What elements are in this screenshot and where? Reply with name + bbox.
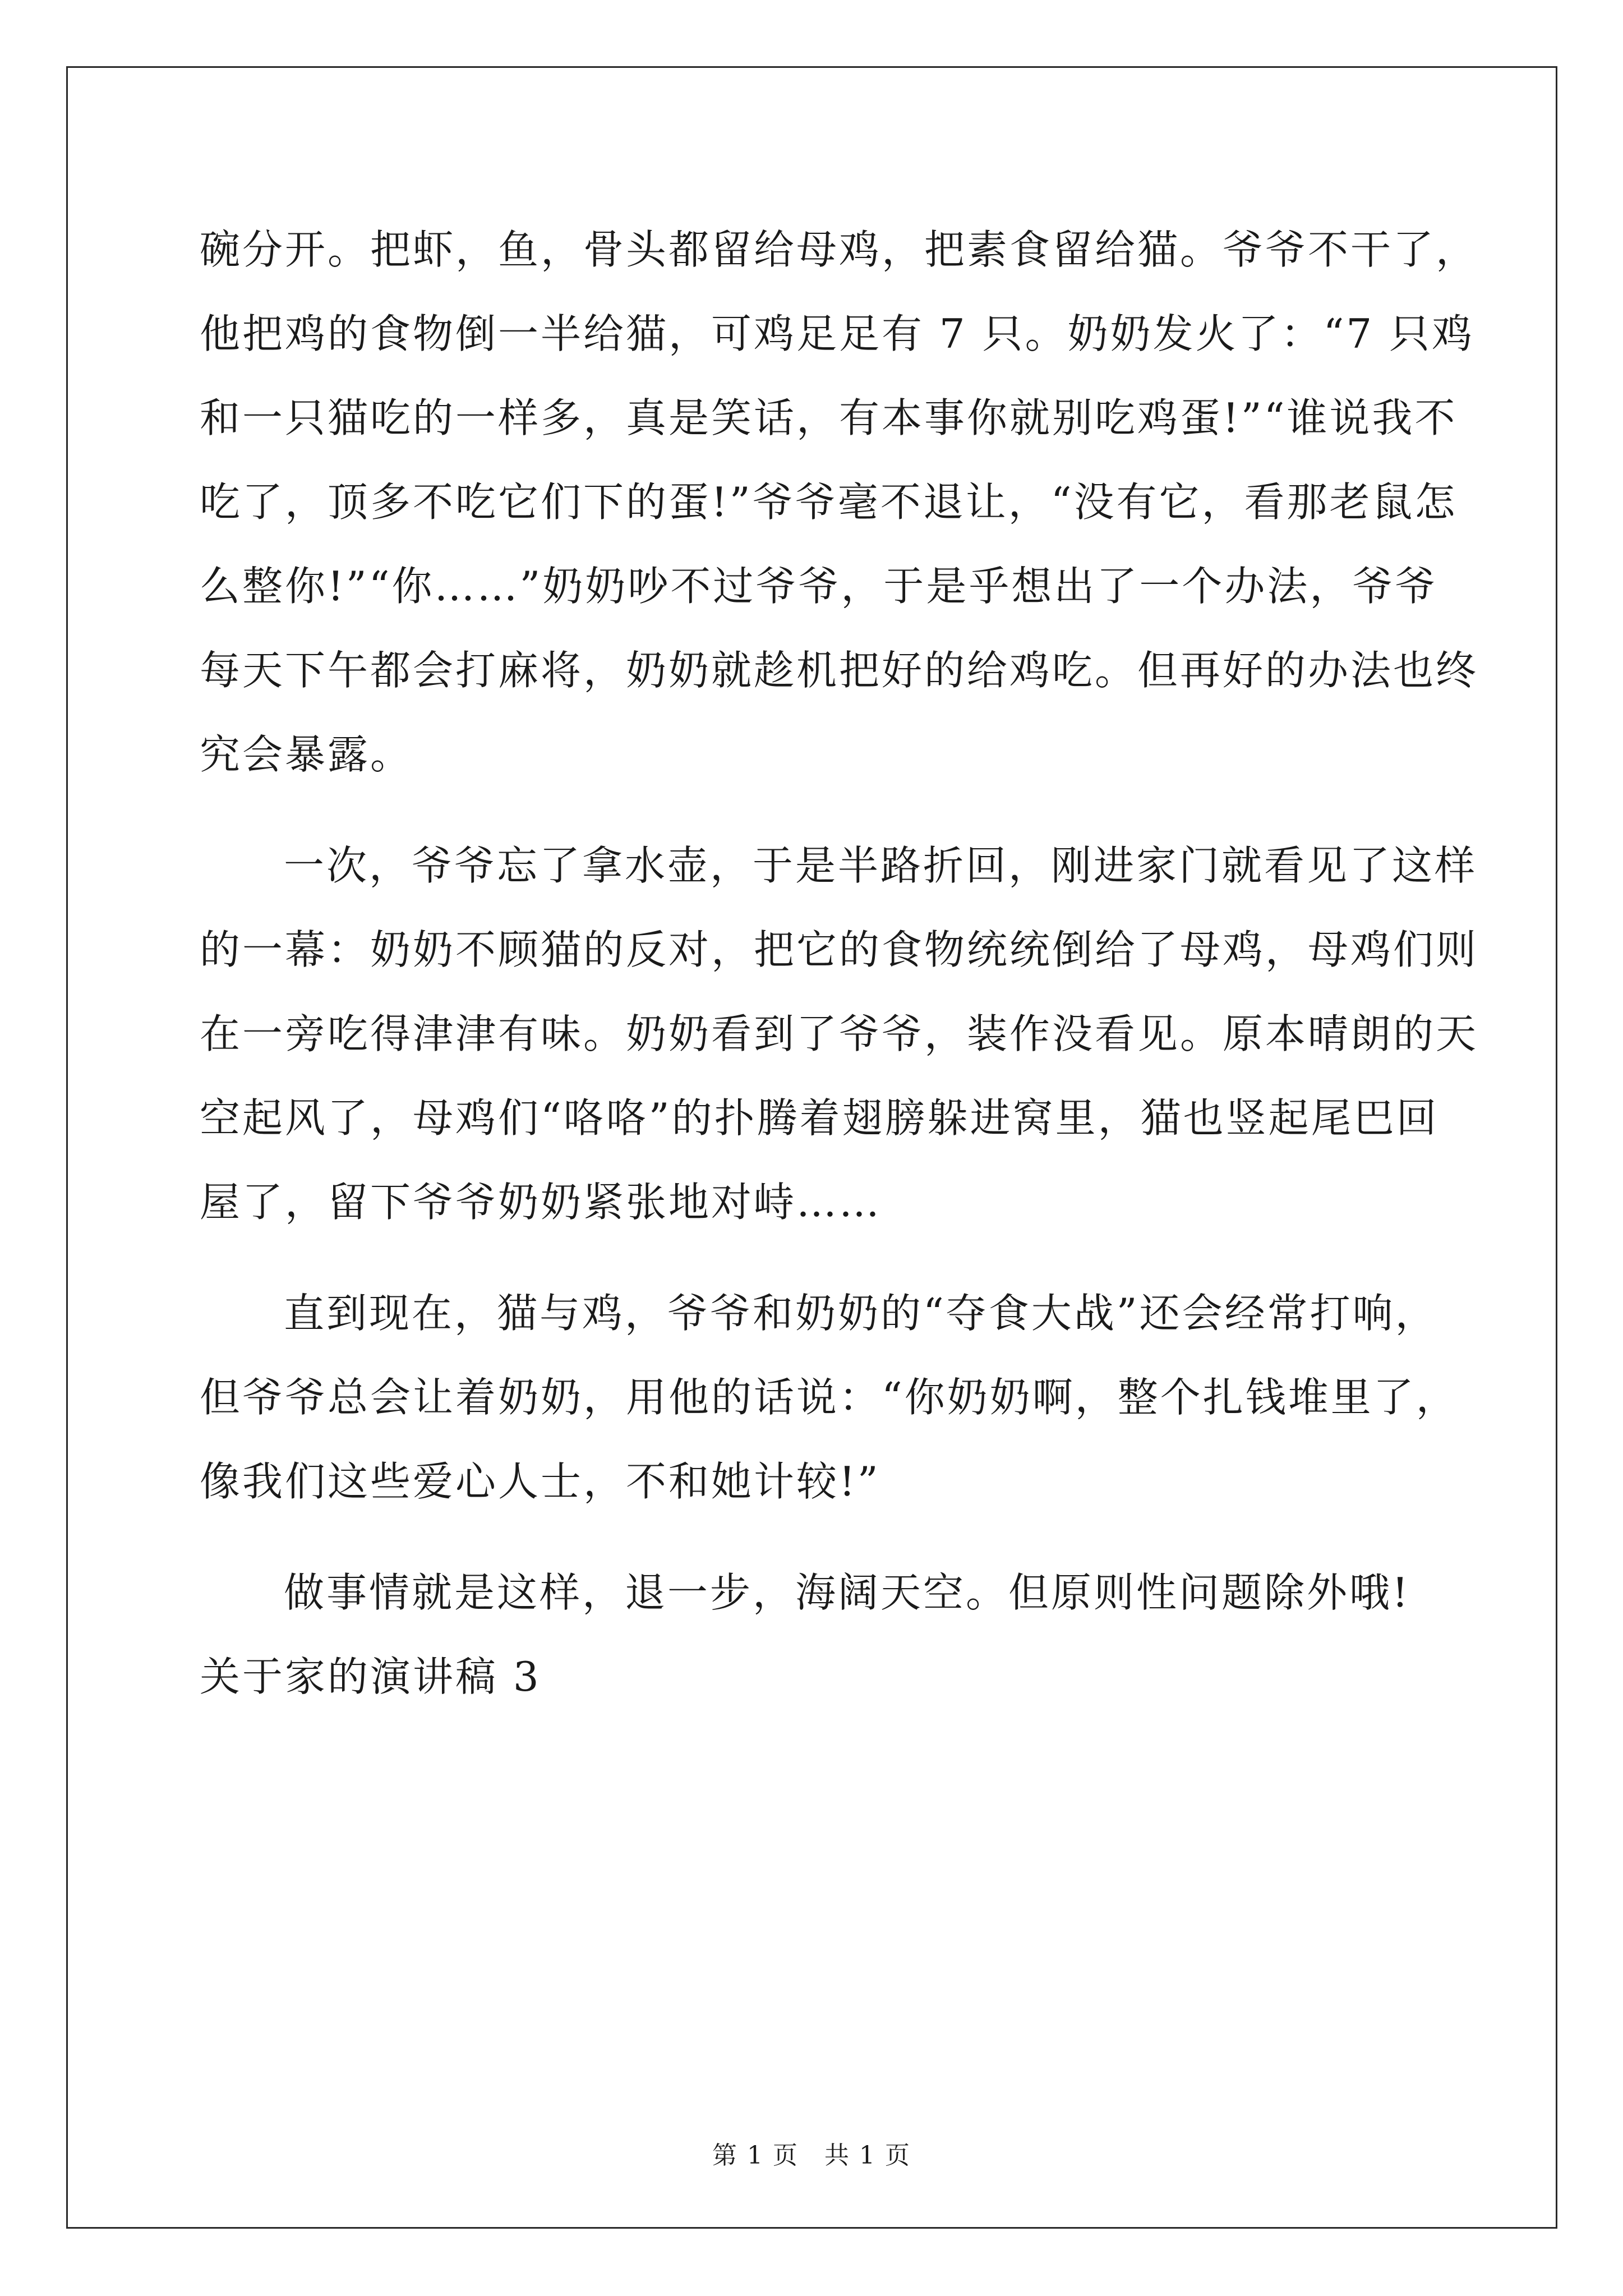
section-heading: 关于家的演讲稿 3 bbox=[200, 1653, 541, 1700]
text-line: 和一只猫吃的一样多，真是笑话，有本事你就别吃鸡蛋!”“谁说我不 bbox=[200, 394, 1458, 441]
text-line: 吃了，顶多不吃它们下的蛋!”爷爷毫不退让，“没有它，看那老鼠怎 bbox=[200, 478, 1458, 526]
text-line: 空起风了，母鸡们“咯咯”的扑腾着翅膀躲进窝里，猫也竖起尾巴回 bbox=[200, 1094, 1439, 1142]
document-body bbox=[200, 208, 1479, 1719]
text-line: 究会暴露。 bbox=[200, 731, 413, 778]
text-line: 屋了，留下爷爷奶奶紧张地对峙…… bbox=[200, 1179, 882, 1226]
text-line: 但爷爷总会让着奶奶，用他的话说：“你奶奶啊，整个扎钱堆里了， bbox=[200, 1374, 1459, 1421]
text-line: 做事情就是这样，退一步，海阔天空。但原则性问题除外哦! bbox=[284, 1569, 1410, 1616]
paragraph bbox=[200, 823, 1479, 1244]
text-line: 的一幕：奶奶不顾猫的反对，把它的食物统统倒给了母鸡，母鸡们则 bbox=[200, 926, 1479, 973]
text-line: 像我们这些爱心人士，不和她计较!” bbox=[200, 1458, 880, 1505]
text-line: 么整你!”“你……”奶奶吵不过爷爷，于是乎想出了一个办法，爷爷 bbox=[200, 563, 1438, 610]
text-line: 在一旁吃得津津有味。奶奶看到了爷爷，装作没看见。原本晴朗的天 bbox=[200, 1010, 1479, 1057]
paragraph bbox=[200, 1550, 1422, 1635]
text-line: 一次，爷爷忘了拿水壶，于是半路折回，刚进家门就看见了这样 bbox=[284, 842, 1478, 889]
text-line: 每天下午都会打麻将，奶奶就趁机把好的给鸡吃。但再好的办法也终 bbox=[200, 647, 1479, 694]
paragraph bbox=[200, 1271, 1459, 1524]
text-line: 直到现在，猫与鸡，爷爷和奶奶的“夺食大战”还会经常打响， bbox=[284, 1290, 1438, 1337]
text-line: 他把鸡的食物倒一半给猫，可鸡足足有 7 只。奶奶发火了：“7 只鸡 bbox=[200, 310, 1475, 357]
paragraph bbox=[200, 208, 1479, 797]
page-footer: 第 1 页 共 1 页 bbox=[712, 2141, 911, 2170]
text-line: 碗分开。把虾，鱼，骨头都留给母鸡，把素食留给猫。爷爷不干了， bbox=[200, 226, 1479, 273]
